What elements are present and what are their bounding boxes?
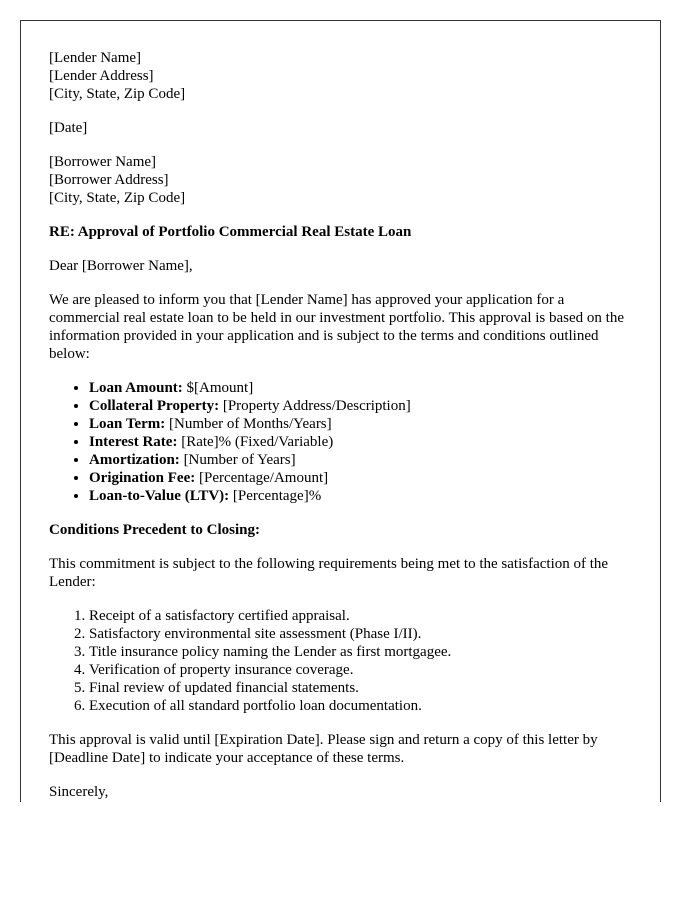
term-label: Interest Rate: xyxy=(89,434,178,450)
term-value: [Number of Months/Years] xyxy=(165,416,332,432)
condition-item: 6. Execution of all standard portfolio loan documentation. xyxy=(89,697,629,715)
condition-item: 3. Title insurance policy naming the Lender as first mortgagee. xyxy=(89,643,629,661)
term-label: Amortization: xyxy=(89,452,180,468)
letter-page xyxy=(20,20,661,802)
term-item xyxy=(89,451,629,469)
recipient-address-block xyxy=(49,153,629,207)
closing-paragraph: This approval is valid until [Expiration Date]. Please sign and return a copy of this letter by [Deadline Date] to indicate your acceptance of these terms. xyxy=(49,732,598,766)
condition-item: 5. Final review of updated financial statements. xyxy=(89,679,629,697)
term-value: [Property Address/Description] xyxy=(219,398,411,414)
sender-city-state-zip: [City, State, Zip Code] xyxy=(49,86,186,102)
conditions-list xyxy=(49,607,629,715)
term-item xyxy=(89,487,629,505)
term-value: [Percentage]% xyxy=(229,488,322,504)
term-item xyxy=(89,433,629,451)
term-value: $[Amount] xyxy=(182,380,254,396)
sender-address: [Lender Address] xyxy=(49,68,154,84)
term-value: [Percentage/Amount] xyxy=(195,470,329,486)
condition-item: 2. Satisfactory environmental site assessment (Phase I/II). xyxy=(89,625,629,643)
letter-date: [Date] xyxy=(49,120,88,136)
term-label: Collateral Property: xyxy=(89,398,220,414)
condition-item: 1. Receipt of a satisfactory certified appraisal. xyxy=(89,607,629,625)
term-item xyxy=(89,397,629,415)
conditions-heading: Conditions Precedent to Closing: xyxy=(49,522,260,538)
letter-body xyxy=(49,49,629,802)
term-value: [Number of Years] xyxy=(179,452,296,468)
term-label: Loan Amount: xyxy=(89,380,183,396)
term-item xyxy=(89,379,629,397)
loan-terms-list xyxy=(49,379,629,505)
sender-address-block xyxy=(49,49,629,103)
sender-name: [Lender Name] xyxy=(49,50,142,66)
salutation: Dear [Borrower Name], xyxy=(49,258,193,274)
term-item xyxy=(89,415,629,433)
subject-line: RE: Approval of Portfolio Commercial Real Estate Loan xyxy=(49,224,412,240)
recipient-address: [Borrower Address] xyxy=(49,172,169,188)
sign-off: Sincerely, xyxy=(49,784,109,800)
term-item xyxy=(89,469,629,487)
term-label: Origination Fee: xyxy=(89,470,196,486)
recipient-name: [Borrower Name] xyxy=(49,154,157,170)
condition-item: 4. Verification of property insurance coverage. xyxy=(89,661,629,679)
intro-paragraph: We are pleased to inform you that [Lender Name] has approved your application for a commercial real estate loan to be held in our investment portfolio. This approval is based on the information provided in your application and is subject to the terms and conditions outlined below: xyxy=(49,292,624,362)
conditions-intro: This commitment is subject to the following requirements being met to the satisfaction of the Lender: xyxy=(49,556,609,590)
term-label: Loan Term: xyxy=(89,416,166,432)
recipient-city-state-zip: [City, State, Zip Code] xyxy=(49,190,186,206)
term-label: Loan-to-Value (LTV): xyxy=(89,488,230,504)
term-value: [Rate]% (Fixed/Variable) xyxy=(177,434,334,450)
